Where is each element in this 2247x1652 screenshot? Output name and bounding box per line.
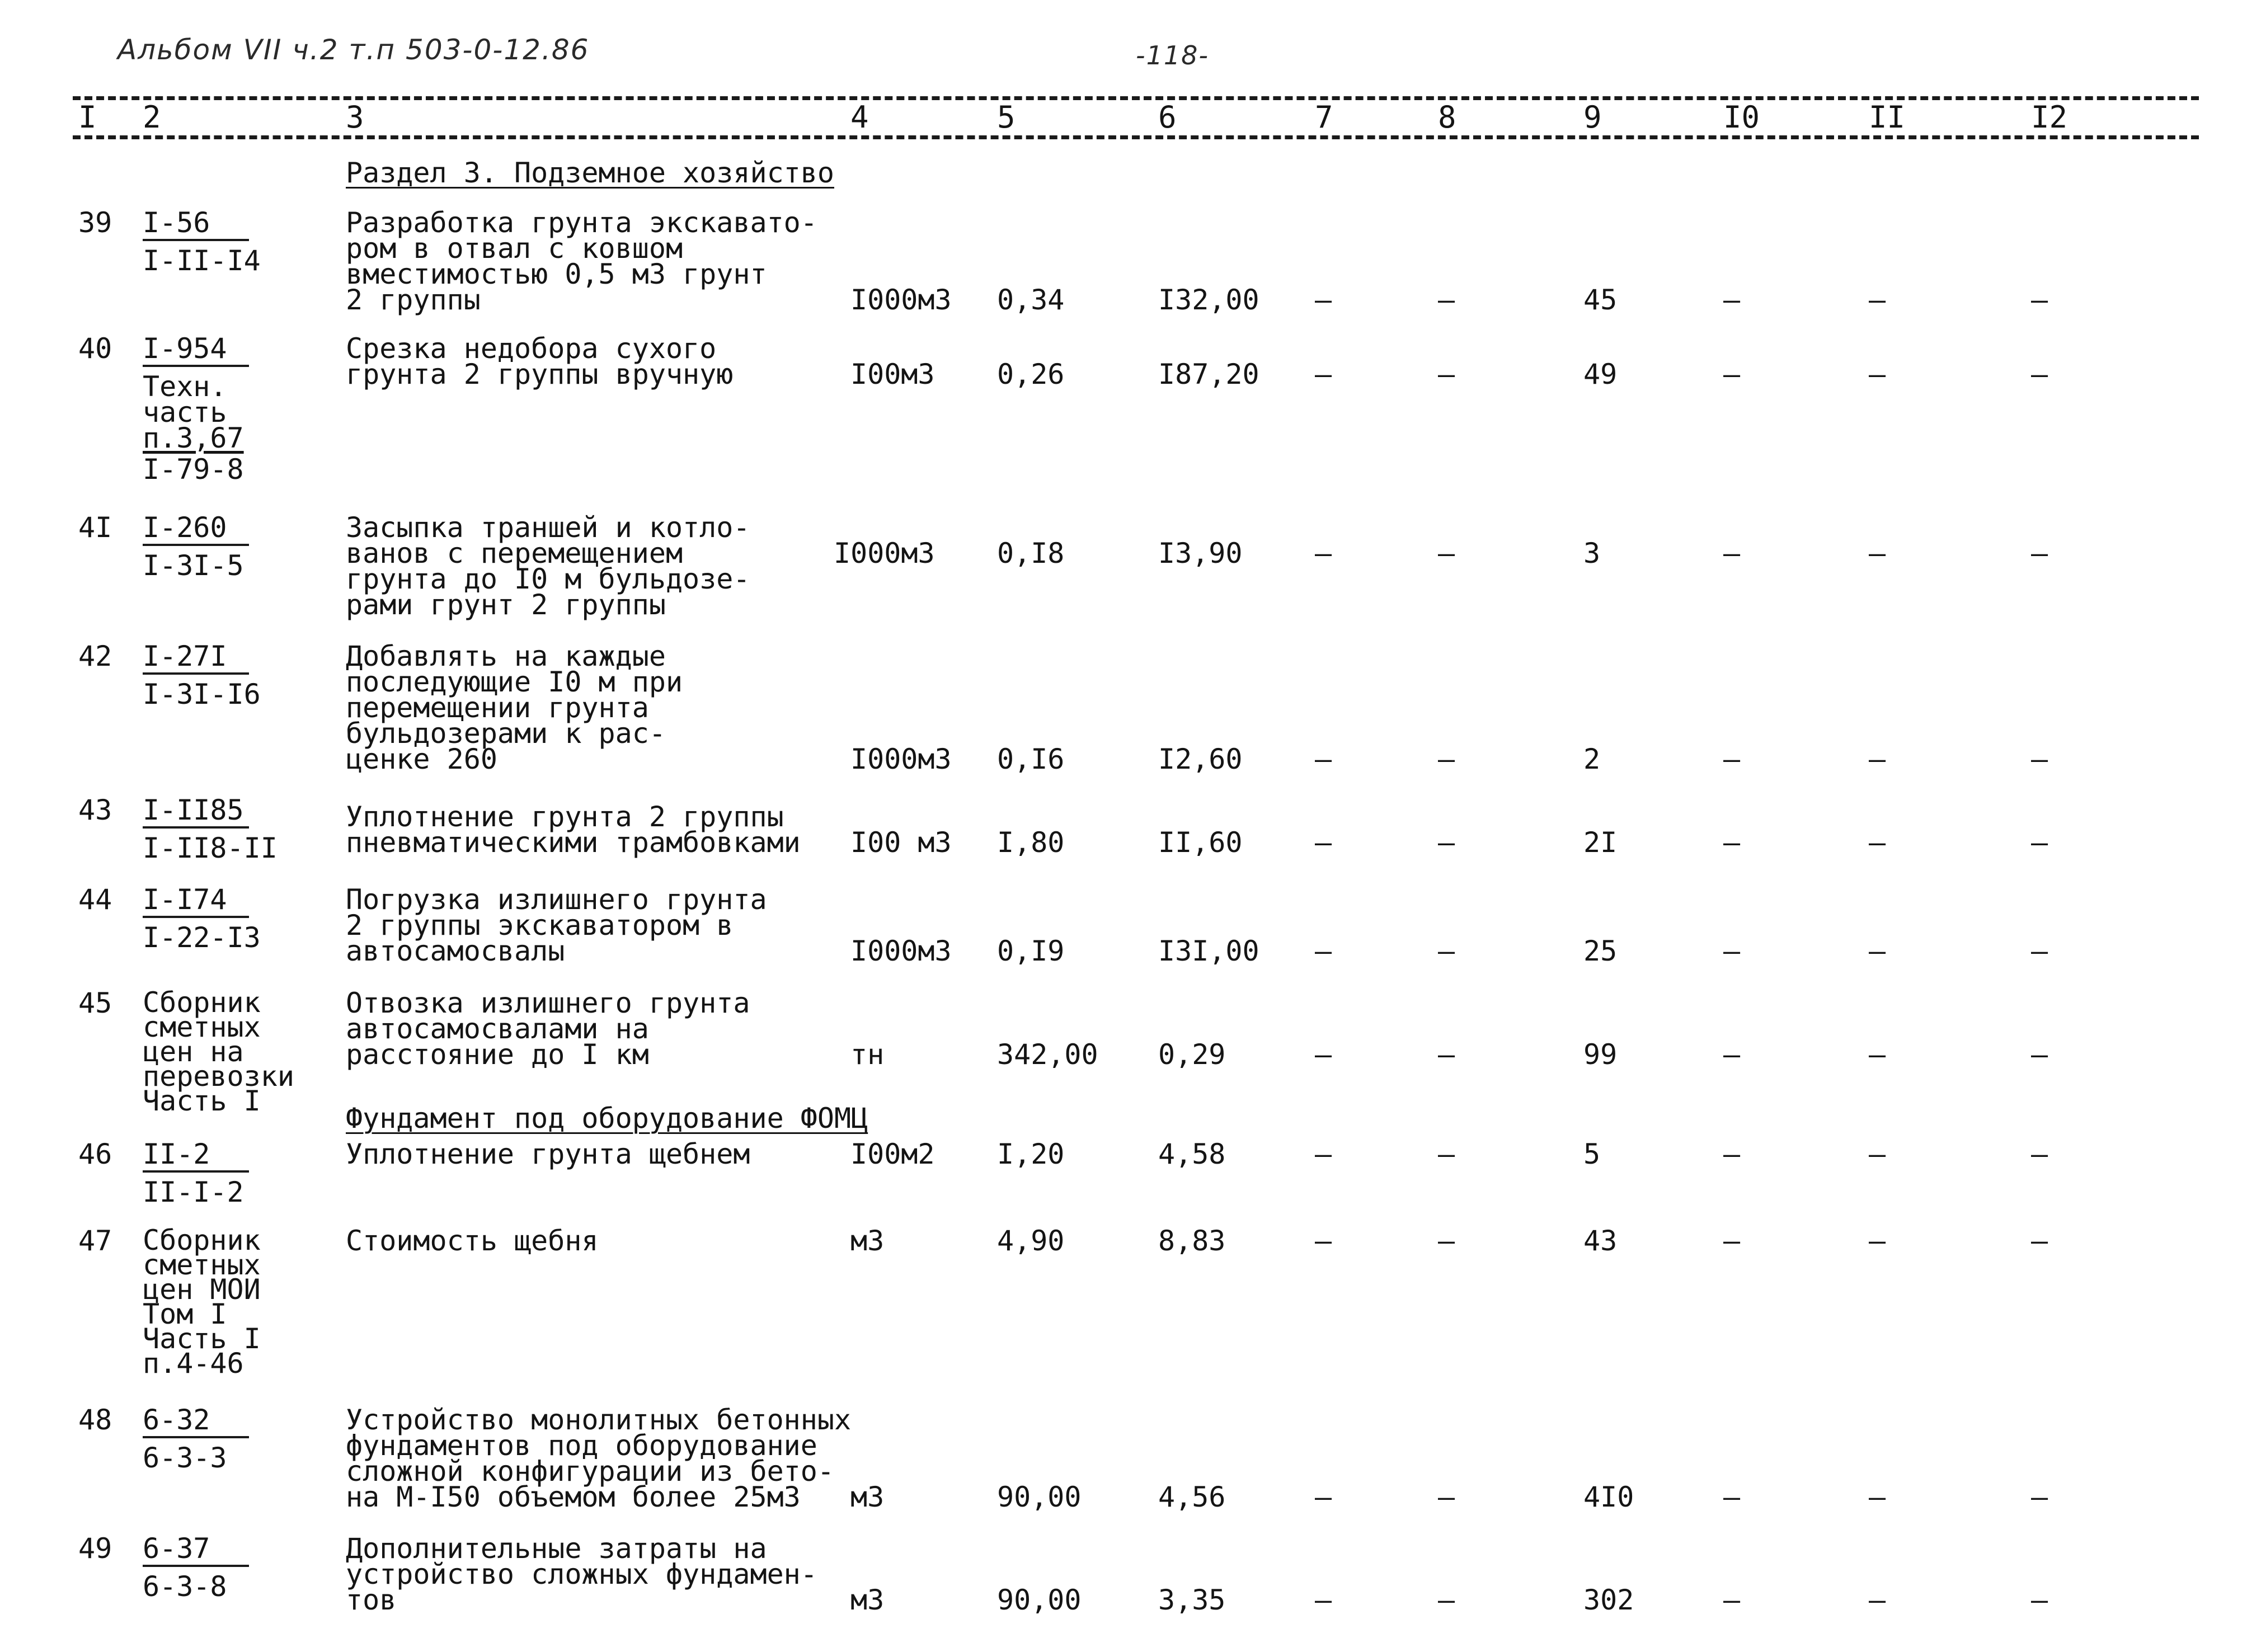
column-8-value: –: [1438, 537, 1455, 570]
description-line: ром в отвал с ковшом: [346, 232, 683, 265]
rate-code-number: 6-37: [143, 1536, 249, 1567]
column-9-value: 2: [1583, 743, 1601, 775]
column-10-value: –: [1723, 284, 1741, 316]
quantity: 0,26: [997, 358, 1065, 390]
rate-code-reference: 6-3-3: [143, 1442, 227, 1474]
rate-code-reference: Сборник: [143, 1224, 261, 1256]
rate-code: [143, 640, 261, 710]
row-number: 4I: [78, 511, 112, 544]
quantity: 0,I9: [997, 935, 1065, 967]
rate-code-number: I-260: [143, 515, 249, 546]
column-12-value: –: [2031, 358, 2048, 390]
quantity: I,20: [997, 1138, 1065, 1170]
description-line: тов: [346, 1584, 397, 1616]
unit-price: 3,35: [1158, 1584, 1226, 1616]
column-11-value: –: [1869, 935, 1886, 967]
description-line: Уплотнение грунта щебнем: [346, 1138, 750, 1170]
description-line: рами грунт 2 группы: [346, 589, 666, 621]
column-10-value: –: [1723, 1584, 1741, 1616]
unit-price: I87,20: [1158, 358, 1259, 390]
description-line: автосамосвалы: [346, 935, 565, 967]
rate-code-reference: часть: [143, 396, 227, 429]
column-number: II: [1869, 100, 1906, 135]
column-11-value: –: [1869, 1225, 1886, 1257]
rate-code-reference: I-II-I4: [143, 244, 261, 277]
unit: м3: [850, 1225, 885, 1257]
column-11-value: –: [1869, 537, 1886, 570]
quantity: 90,00: [997, 1481, 1082, 1513]
album-reference: Альбом VII ч.2 т.п 503-0-12.86: [117, 34, 590, 66]
column-9-value: 3: [1583, 537, 1601, 570]
column-8-value: –: [1438, 935, 1455, 967]
unit-price: 8,83: [1158, 1225, 1226, 1257]
column-number: I: [78, 100, 97, 135]
rate-code-reference: сметных: [143, 1011, 261, 1043]
quantity: 0,I8: [997, 537, 1065, 570]
quantity: 90,00: [997, 1584, 1082, 1616]
column-number: I0: [1723, 100, 1760, 135]
unit: I000м3: [850, 284, 952, 316]
unit: I000м3: [850, 743, 952, 775]
row-number: 49: [78, 1532, 112, 1565]
column-7-value: –: [1315, 1138, 1332, 1170]
rate-code-reference: Том I: [143, 1298, 227, 1330]
description-line: Добавлять на каждые: [346, 640, 666, 672]
column-10-value: –: [1723, 1225, 1741, 1257]
column-10-value: –: [1723, 1481, 1741, 1513]
unit: м3: [850, 1584, 885, 1616]
description-line: Стоимость щебня: [346, 1225, 599, 1257]
work-description: [346, 1532, 817, 1616]
column-number: 4: [850, 100, 869, 135]
rate-code-reference: Часть I: [143, 1322, 261, 1355]
unit: I000м3: [850, 935, 952, 967]
rate-code-reference: 6-3-8: [143, 1570, 227, 1603]
quantity: 342,00: [997, 1038, 1098, 1071]
column-8-value: –: [1438, 284, 1455, 316]
rate-code-reference: Сборник: [143, 986, 261, 1019]
rate-code-reference: перевозки: [143, 1060, 294, 1093]
column-12-value: –: [2031, 935, 2048, 967]
description-line: 2 группы: [346, 284, 481, 316]
rate-code-reference: I-II8-II: [143, 832, 278, 864]
description-line: ценке 260: [346, 743, 497, 775]
description-line: фундаментов под оборудование: [346, 1429, 817, 1462]
rate-code: [143, 1138, 249, 1208]
description-line: Дополнительные затраты на: [346, 1532, 767, 1565]
unit: тн: [850, 1038, 885, 1071]
column-8-value: –: [1438, 1225, 1455, 1257]
row-number: 46: [78, 1138, 112, 1170]
column-7-value: –: [1315, 826, 1332, 859]
row-number: 44: [78, 883, 112, 916]
column-11-value: –: [1869, 284, 1886, 316]
rate-code-number: I-II85: [143, 797, 249, 829]
column-9-value: 4I0: [1583, 1481, 1634, 1513]
column-8-value: –: [1438, 743, 1455, 775]
rate-code-reference: сметных: [143, 1249, 261, 1281]
rate-code-reference: Часть I: [143, 1085, 261, 1117]
row-number: 47: [78, 1225, 112, 1257]
column-9-value: 2I: [1583, 826, 1618, 859]
rate-code-reference: II-I-2: [143, 1176, 244, 1208]
column-9-value: 302: [1583, 1584, 1634, 1616]
rate-code-reference: I-3I-I6: [143, 678, 261, 710]
column-11-value: –: [1869, 743, 1886, 775]
description-line: 2 группы экскаватором в: [346, 909, 734, 942]
column-7-value: –: [1315, 537, 1332, 570]
column-12-value: –: [2031, 1481, 2048, 1513]
unit-price: I2,60: [1158, 743, 1243, 775]
column-12-value: –: [2031, 284, 2048, 316]
unit-price: 4,58: [1158, 1138, 1226, 1170]
quantity: 4,90: [997, 1225, 1065, 1257]
column-10-value: –: [1723, 743, 1741, 775]
unit: I00м3: [850, 358, 935, 390]
column-number: 8: [1438, 100, 1456, 135]
rate-code: [143, 1224, 261, 1380]
column-7-value: –: [1315, 935, 1332, 967]
unit-price: I32,00: [1158, 284, 1259, 316]
column-12-value: –: [2031, 1584, 2048, 1616]
column-9-value: 49: [1583, 358, 1618, 390]
rate-code-reference: I-22-I3: [143, 921, 261, 954]
description-line: Срезка недобора сухого: [346, 332, 717, 365]
column-9-value: 43: [1583, 1225, 1618, 1257]
description-line: расстояние до I км: [346, 1038, 649, 1071]
column-10-value: –: [1723, 935, 1741, 967]
description-line: Засыпка траншей и котло-: [346, 511, 750, 544]
column-7-value: –: [1315, 743, 1332, 775]
rate-code: [143, 511, 249, 582]
column-7-value: –: [1315, 1225, 1332, 1257]
page-number: -118-: [1136, 40, 1209, 70]
description-line: на М-I50 объемом более 25м3: [346, 1481, 801, 1513]
description-line: перемещении грунта: [346, 691, 649, 724]
description-line: грунта до I0 м бульдозе-: [346, 563, 750, 595]
rate-code: [143, 794, 278, 864]
description-line: сложной конфигурации из бето-: [346, 1455, 834, 1488]
column-7-value: –: [1315, 1481, 1332, 1513]
column-9-value: 5: [1583, 1138, 1601, 1170]
unit: м3: [850, 1481, 885, 1513]
work-description: [346, 640, 683, 775]
unit-price: I3,90: [1158, 537, 1243, 570]
row-number: 40: [78, 332, 112, 365]
column-11-value: –: [1869, 1138, 1886, 1170]
description-line: бульдозерами к рас-: [346, 717, 666, 750]
column-number: 9: [1583, 100, 1602, 135]
section-heading: Раздел 3. Подземное хозяйство: [346, 157, 834, 189]
column-11-value: –: [1869, 826, 1886, 859]
column-8-value: –: [1438, 1584, 1455, 1616]
column-9-value: 45: [1583, 284, 1618, 316]
rate-code-reference: цен МОИ: [143, 1273, 261, 1306]
column-11-value: –: [1869, 358, 1886, 390]
column-9-value: 99: [1583, 1038, 1618, 1071]
column-number: I2: [2031, 100, 2068, 135]
unit-price: I3I,00: [1158, 935, 1259, 967]
rate-code-number: I-I74: [143, 887, 249, 918]
rate-code-number: II-2: [143, 1141, 249, 1173]
description-line: Погрузка излишнего грунта: [346, 883, 767, 916]
header-dash-line-bottom: [73, 135, 2199, 139]
quantity: 0,34: [997, 284, 1065, 316]
work-description: [346, 1404, 852, 1513]
rate-code-reference: п.4-46: [143, 1347, 244, 1380]
rate-code-number: I-56: [143, 210, 249, 241]
description-line: пневматическими трамбовками: [346, 826, 801, 859]
rate-code: [143, 986, 294, 1117]
column-8-value: –: [1438, 826, 1455, 859]
column-7-value: –: [1315, 358, 1332, 390]
unit: I00 м3: [850, 826, 952, 859]
work-description: [346, 511, 750, 621]
description-line: грунта 2 группы вручную: [346, 358, 734, 390]
column-number: 3: [346, 100, 364, 135]
rate-code-reference: цен на: [143, 1036, 244, 1068]
rate-code-reference: I-79-8: [143, 453, 244, 486]
quantity: 0,I6: [997, 743, 1065, 775]
description-line: устройство сложных фундамен-: [346, 1558, 817, 1590]
column-12-value: –: [2031, 1138, 2048, 1170]
column-7-value: –: [1315, 284, 1332, 316]
column-10-value: –: [1723, 1138, 1741, 1170]
rate-code: [143, 206, 261, 277]
quantity: I,80: [997, 826, 1065, 859]
column-7-value: –: [1315, 1038, 1332, 1071]
rate-code-reference: Техн.: [143, 370, 227, 403]
column-10-value: –: [1723, 537, 1741, 570]
section-heading: Фундамент под оборудование ФОМЦ: [346, 1102, 868, 1135]
column-12-value: –: [2031, 1225, 2048, 1257]
description-line: Разработка грунта экскавато-: [346, 206, 817, 239]
column-10-value: –: [1723, 826, 1741, 859]
column-8-value: –: [1438, 1481, 1455, 1513]
column-11-value: –: [1869, 1038, 1886, 1071]
unit-price: II,60: [1158, 826, 1243, 859]
column-12-value: –: [2031, 743, 2048, 775]
column-number: 7: [1315, 100, 1333, 135]
row-number: 48: [78, 1404, 112, 1436]
work-description: [346, 1225, 599, 1257]
rate-code: [143, 1404, 249, 1474]
rate-code-number: I-27I: [143, 643, 249, 675]
description-line: Уплотнение грунта 2 группы: [346, 801, 784, 833]
rate-code-number: 6-32: [143, 1407, 249, 1438]
column-8-value: –: [1438, 1038, 1455, 1071]
unit: I000м3: [834, 537, 935, 570]
column-11-value: –: [1869, 1584, 1886, 1616]
rate-code: [143, 883, 261, 954]
column-number: 6: [1158, 100, 1177, 135]
description-line: автосамосвалами на: [346, 1013, 649, 1045]
description-line: последующие I0 м при: [346, 666, 683, 698]
row-number: 42: [78, 640, 112, 672]
rate-code-reference: I-3I-5: [143, 549, 244, 582]
column-9-value: 25: [1583, 935, 1618, 967]
unit: I00м2: [850, 1138, 935, 1170]
rate-code-reference: п.3,67: [143, 422, 244, 454]
column-12-value: –: [2031, 826, 2048, 859]
work-description: [346, 206, 817, 316]
column-8-value: –: [1438, 358, 1455, 390]
work-description: [346, 332, 734, 390]
column-12-value: –: [2031, 537, 2048, 570]
column-11-value: –: [1869, 1481, 1886, 1513]
description-line: Устройство монолитных бетонных: [346, 1404, 852, 1436]
rate-code: [143, 332, 249, 486]
description-line: вместимостью 0,5 м3 грунт: [346, 258, 767, 290]
work-description: [346, 801, 801, 859]
column-number: 5: [997, 100, 1016, 135]
row-number: 43: [78, 794, 112, 826]
column-number: 2: [143, 100, 161, 135]
description-line: ванов с перемещением: [346, 537, 683, 570]
work-description: [346, 1138, 750, 1170]
unit-price: 4,56: [1158, 1481, 1226, 1513]
work-description: [346, 883, 767, 967]
column-7-value: –: [1315, 1584, 1332, 1616]
rate-code-number: I-954: [143, 336, 249, 367]
row-number: 45: [78, 987, 112, 1019]
column-8-value: –: [1438, 1138, 1455, 1170]
column-12-value: –: [2031, 1038, 2048, 1071]
rate-code: [143, 1532, 249, 1603]
column-10-value: –: [1723, 358, 1741, 390]
work-description: [346, 987, 750, 1071]
row-number: 39: [78, 206, 112, 239]
unit-price: 0,29: [1158, 1038, 1226, 1071]
description-line: Отвозка излишнего грунта: [346, 987, 750, 1019]
column-10-value: –: [1723, 1038, 1741, 1071]
